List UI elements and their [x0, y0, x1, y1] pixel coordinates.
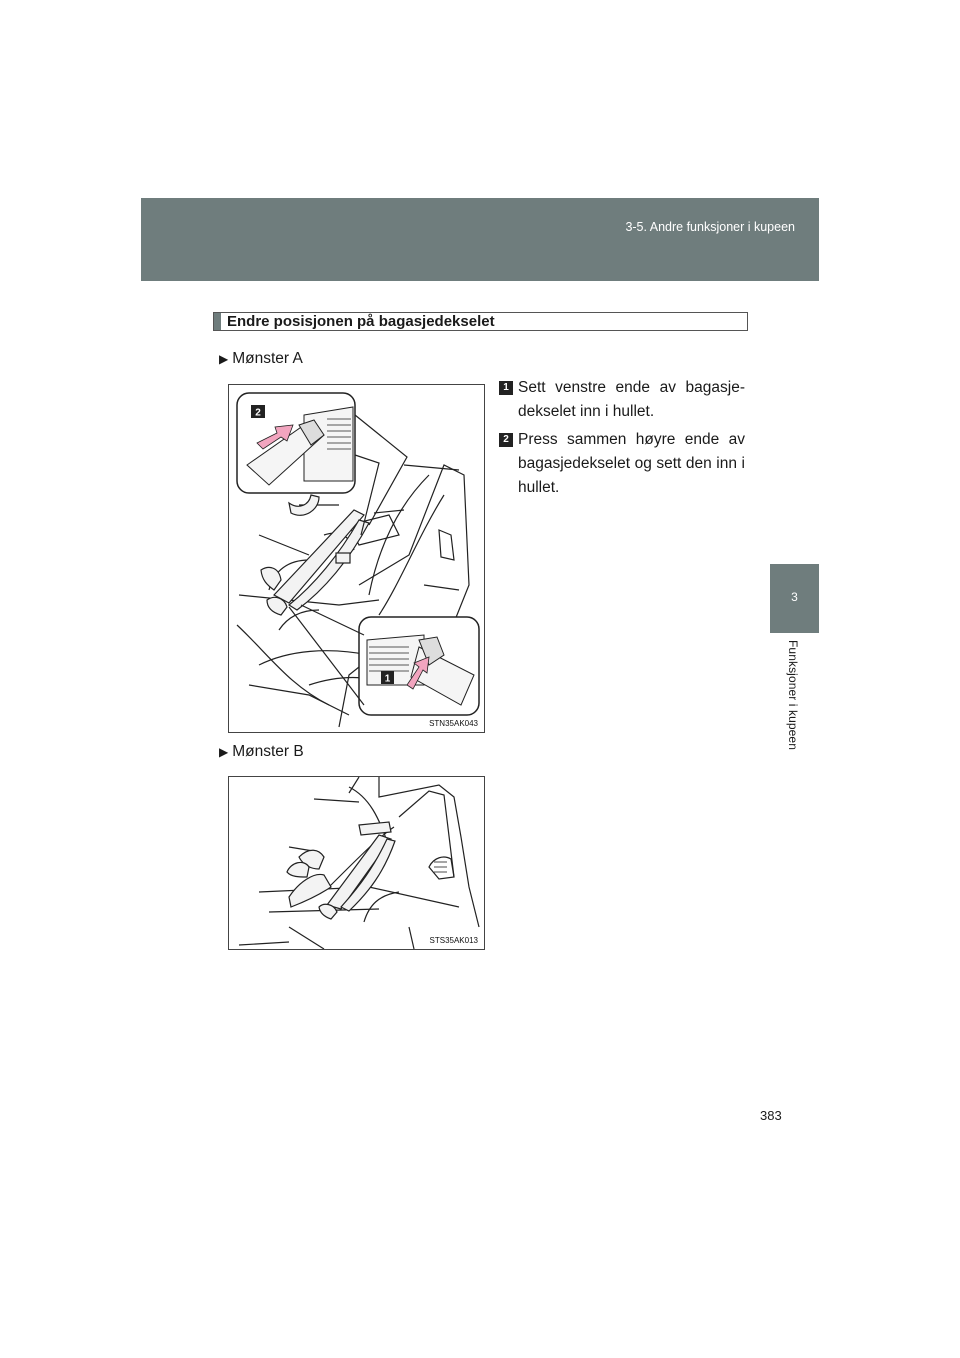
page-number: 383: [760, 1108, 782, 1123]
chapter-tab: [770, 564, 819, 633]
luggage-cover-illustration-b: [229, 777, 485, 950]
figure-code-a: STN35AK043: [429, 719, 478, 728]
pointer-triangle-icon: ▶: [219, 745, 229, 759]
step-item-1: [499, 376, 745, 424]
callout-1: 1: [384, 673, 391, 685]
chapter-label: Funksjoner i kupeen: [786, 640, 800, 750]
step-text: Sett venstre ende av bagasje-dekselet inn i hullet.: [518, 379, 745, 420]
section-title-text: Endre posisjonen på bagasjedekselet: [227, 313, 495, 330]
figure-code-b: STS35AK013: [429, 936, 478, 945]
step-number-badge: 1: [499, 381, 513, 395]
header-band: [141, 198, 819, 281]
figure-pattern-a: [228, 384, 485, 733]
chapter-number: 3: [791, 590, 798, 604]
step-item-2: [499, 428, 745, 500]
pattern-a-label: ▶ Mønster A: [219, 350, 303, 367]
pattern-b-label: ▶ Mønster B: [219, 743, 304, 760]
figure-pattern-b: [228, 776, 485, 950]
header-section-title: 3-5. Andre funksjoner i kupeen: [625, 220, 795, 234]
callout-2: 2: [255, 407, 261, 419]
pointer-triangle-icon: ▶: [219, 352, 229, 366]
section-title: [213, 312, 748, 331]
step-number-badge: 2: [499, 433, 513, 447]
section-title-bar: [214, 313, 221, 330]
step-text: Press sammen høyre ende av bagasjedekselet og sett den inn i hullet.: [518, 431, 745, 496]
luggage-cover-illustration-a: [229, 385, 485, 733]
